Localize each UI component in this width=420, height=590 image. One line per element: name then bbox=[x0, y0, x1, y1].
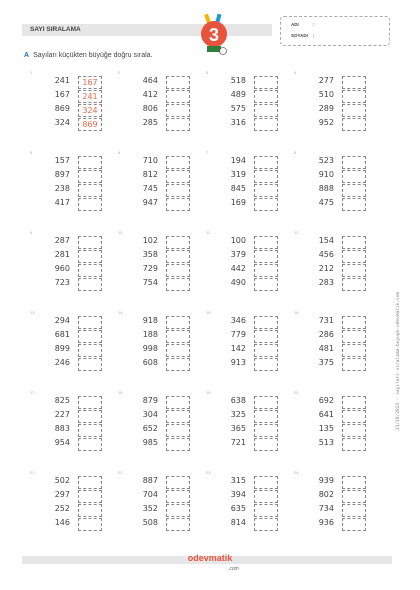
footer-domain: .com bbox=[228, 566, 239, 572]
problem bbox=[118, 70, 208, 148]
answer-box[interactable] bbox=[254, 476, 278, 489]
number-value: 252 bbox=[54, 504, 70, 513]
number-value: 952 bbox=[318, 118, 334, 127]
number-value: 489 bbox=[230, 90, 246, 99]
answer-box[interactable] bbox=[342, 184, 366, 197]
answer-box[interactable] bbox=[166, 90, 190, 103]
number-value: 910 bbox=[318, 170, 334, 179]
problem-number: 4 bbox=[294, 70, 297, 75]
answer-box[interactable] bbox=[166, 396, 190, 409]
problem bbox=[118, 310, 211, 388]
number-value: 883 bbox=[54, 424, 70, 433]
problem bbox=[206, 310, 299, 388]
number-value: 710 bbox=[142, 156, 158, 165]
number-value: 888 bbox=[318, 184, 334, 193]
problem bbox=[30, 310, 123, 388]
number-value: 510 bbox=[318, 90, 334, 99]
number-value: 481 bbox=[318, 344, 334, 353]
answer-box[interactable] bbox=[342, 118, 366, 131]
answer-box[interactable] bbox=[78, 236, 102, 249]
answer-box[interactable] bbox=[78, 358, 102, 371]
answer-box[interactable] bbox=[342, 410, 366, 423]
number-value: 635 bbox=[230, 504, 246, 513]
problem bbox=[30, 230, 123, 308]
problem bbox=[206, 390, 299, 468]
answer-box[interactable] bbox=[342, 476, 366, 489]
number-value: 135 bbox=[318, 424, 334, 433]
answer-box[interactable] bbox=[166, 490, 190, 503]
number-value: 294 bbox=[54, 316, 70, 325]
answer-box[interactable] bbox=[166, 316, 190, 329]
number-value: 142 bbox=[230, 344, 246, 353]
answer-box[interactable] bbox=[78, 344, 102, 357]
number-value: 417 bbox=[54, 198, 70, 207]
number-value: 324 bbox=[54, 118, 70, 127]
answer-box[interactable] bbox=[254, 344, 278, 357]
problem-number: 13 bbox=[30, 310, 35, 315]
number-value: 845 bbox=[230, 184, 246, 193]
answer-box[interactable] bbox=[166, 344, 190, 357]
problem bbox=[294, 310, 384, 388]
answer-box[interactable] bbox=[254, 278, 278, 291]
answer-box[interactable] bbox=[342, 104, 366, 117]
number-value: 869 bbox=[54, 104, 70, 113]
number-value: 936 bbox=[318, 518, 334, 527]
number-value: 315 bbox=[230, 476, 246, 485]
mascot-grade-badge bbox=[196, 12, 232, 56]
number-value: 734 bbox=[318, 504, 334, 513]
number-value: 523 bbox=[318, 156, 334, 165]
answer-value: 241 bbox=[82, 92, 98, 101]
answer-box[interactable] bbox=[166, 518, 190, 531]
grade-number: 3 bbox=[208, 25, 220, 45]
number-value: 154 bbox=[318, 236, 334, 245]
number-value: 745 bbox=[142, 184, 158, 193]
problem bbox=[30, 150, 120, 228]
number-value: 721 bbox=[230, 438, 246, 447]
number-value: 899 bbox=[54, 344, 70, 353]
problem bbox=[294, 470, 384, 548]
number-value: 358 bbox=[142, 250, 158, 259]
number-value: 475 bbox=[318, 198, 334, 207]
problem-number: 11 bbox=[206, 230, 211, 235]
number-value: 169 bbox=[230, 198, 246, 207]
answer-box[interactable] bbox=[254, 316, 278, 329]
answer-box[interactable] bbox=[342, 170, 366, 183]
name-colon: : bbox=[313, 22, 315, 27]
problem bbox=[206, 150, 296, 228]
problem bbox=[294, 230, 384, 308]
number-value: 638 bbox=[230, 396, 246, 405]
answer-box[interactable] bbox=[254, 504, 278, 517]
number-value: 681 bbox=[54, 330, 70, 339]
answer-box[interactable] bbox=[342, 344, 366, 357]
number-value: 998 bbox=[142, 344, 158, 353]
number-value: 102 bbox=[142, 236, 158, 245]
answer-box[interactable] bbox=[254, 118, 278, 131]
problem-number: 8 bbox=[294, 150, 297, 155]
number-value: 412 bbox=[142, 90, 158, 99]
answer-box[interactable] bbox=[78, 316, 102, 329]
number-value: 283 bbox=[318, 278, 334, 287]
problem-number: 6 bbox=[118, 150, 121, 155]
answer-box[interactable] bbox=[254, 264, 278, 277]
number-value: 729 bbox=[142, 264, 158, 273]
answer-box[interactable] bbox=[166, 358, 190, 371]
answer-box[interactable] bbox=[342, 358, 366, 371]
problem-number: 14 bbox=[118, 310, 123, 315]
problem-number: 2 bbox=[118, 70, 121, 75]
problem-number: 16 bbox=[294, 310, 299, 315]
answer-box[interactable] bbox=[254, 184, 278, 197]
answer-box[interactable] bbox=[166, 250, 190, 263]
problem-number: 17 bbox=[30, 390, 35, 395]
problem-number: 15 bbox=[206, 310, 211, 315]
answer-box[interactable] bbox=[342, 504, 366, 517]
number-value: 490 bbox=[230, 278, 246, 287]
answer-box[interactable] bbox=[254, 396, 278, 409]
answer-box[interactable] bbox=[166, 184, 190, 197]
number-value: 513 bbox=[318, 438, 334, 447]
problem bbox=[206, 470, 299, 548]
number-value: 442 bbox=[230, 264, 246, 273]
problem-number: 18 bbox=[118, 390, 123, 395]
number-value: 806 bbox=[142, 104, 158, 113]
answer-box[interactable] bbox=[254, 410, 278, 423]
instruction bbox=[24, 52, 153, 59]
number-value: 379 bbox=[230, 250, 246, 259]
problem bbox=[294, 70, 384, 148]
number-value: 394 bbox=[230, 490, 246, 499]
number-value: 375 bbox=[318, 358, 334, 367]
answer-box[interactable] bbox=[254, 330, 278, 343]
section-marker: A bbox=[24, 52, 30, 59]
number-value: 319 bbox=[230, 170, 246, 179]
answer-box[interactable] bbox=[166, 264, 190, 277]
number-value: 985 bbox=[142, 438, 158, 447]
number-value: 812 bbox=[142, 170, 158, 179]
answer-box[interactable] bbox=[342, 278, 366, 291]
number-value: 325 bbox=[230, 410, 246, 419]
answer-box[interactable] bbox=[342, 424, 366, 437]
problem bbox=[206, 230, 299, 308]
problem bbox=[118, 470, 211, 548]
number-value: 802 bbox=[318, 490, 334, 499]
student-name-box bbox=[280, 16, 390, 46]
answer-value: 167 bbox=[82, 78, 98, 87]
problem-number: 23 bbox=[206, 470, 211, 475]
number-value: 188 bbox=[142, 330, 158, 339]
number-value: 814 bbox=[230, 518, 246, 527]
answer-value: 324 bbox=[82, 106, 98, 115]
answer-box[interactable] bbox=[78, 264, 102, 277]
number-value: 352 bbox=[142, 504, 158, 513]
answer-box[interactable] bbox=[254, 490, 278, 503]
problem bbox=[294, 150, 384, 228]
answer-box[interactable] bbox=[254, 76, 278, 89]
number-value: 641 bbox=[318, 410, 334, 419]
answer-box[interactable] bbox=[166, 330, 190, 343]
number-value: 954 bbox=[54, 438, 70, 447]
answer-box[interactable] bbox=[78, 476, 102, 489]
number-value: 518 bbox=[230, 76, 246, 85]
side-date-url: 21/10/2024 - sayilari-siralama-buyuge-odevmatik.com bbox=[396, 291, 401, 430]
answer-box[interactable] bbox=[342, 438, 366, 451]
problem-number: 21 bbox=[30, 470, 35, 475]
problem bbox=[206, 70, 296, 148]
answer-box[interactable] bbox=[78, 278, 102, 291]
number-value: 939 bbox=[318, 476, 334, 485]
problem bbox=[118, 230, 211, 308]
number-value: 289 bbox=[318, 104, 334, 113]
instruction-text: Sayıları küçükten büyüğe doğru sırala. bbox=[33, 52, 153, 59]
name-label: ADI bbox=[291, 22, 299, 27]
problem-number: 24 bbox=[294, 470, 299, 475]
answer-box[interactable] bbox=[78, 410, 102, 423]
answer-box[interactable] bbox=[78, 504, 102, 517]
number-value: 246 bbox=[54, 358, 70, 367]
worksheet-title: SAYI SIRALAMA bbox=[30, 26, 81, 33]
number-value: 918 bbox=[142, 316, 158, 325]
answer-box[interactable] bbox=[78, 424, 102, 437]
number-value: 508 bbox=[142, 518, 158, 527]
problem-number: 7 bbox=[206, 150, 209, 155]
number-value: 652 bbox=[142, 424, 158, 433]
problem-number: 5 bbox=[30, 150, 33, 155]
number-value: 960 bbox=[54, 264, 70, 273]
number-value: 157 bbox=[54, 156, 70, 165]
number-value: 227 bbox=[54, 410, 70, 419]
problem-number: 22 bbox=[118, 470, 123, 475]
number-value: 754 bbox=[142, 278, 158, 287]
answer-box[interactable] bbox=[342, 490, 366, 503]
answer-box[interactable] bbox=[166, 104, 190, 117]
answer-box[interactable] bbox=[166, 438, 190, 451]
number-value: 464 bbox=[142, 76, 158, 85]
answer-box[interactable] bbox=[166, 156, 190, 169]
footer-logo: odevmatik bbox=[187, 553, 233, 563]
problem-number: 9 bbox=[30, 230, 33, 235]
answer-box[interactable] bbox=[342, 250, 366, 263]
answer-box[interactable] bbox=[254, 438, 278, 451]
surname-label: SOYADI bbox=[291, 33, 308, 38]
answer-box[interactable] bbox=[78, 396, 102, 409]
number-value: 608 bbox=[142, 358, 158, 367]
answer-box[interactable] bbox=[78, 438, 102, 451]
answer-box[interactable] bbox=[166, 170, 190, 183]
problem bbox=[30, 70, 120, 148]
number-value: 825 bbox=[54, 396, 70, 405]
number-value: 285 bbox=[142, 118, 158, 127]
problem bbox=[294, 390, 384, 468]
problem bbox=[30, 470, 123, 548]
number-value: 913 bbox=[230, 358, 246, 367]
answer-box[interactable] bbox=[342, 518, 366, 531]
side-text bbox=[396, 180, 406, 430]
answer-box[interactable] bbox=[342, 156, 366, 169]
answer-box[interactable] bbox=[342, 396, 366, 409]
number-value: 167 bbox=[54, 90, 70, 99]
number-value: 456 bbox=[318, 250, 334, 259]
number-value: 346 bbox=[230, 316, 246, 325]
number-value: 281 bbox=[54, 250, 70, 259]
answer-box[interactable] bbox=[78, 170, 102, 183]
answer-box[interactable] bbox=[254, 518, 278, 531]
answer-box[interactable] bbox=[254, 250, 278, 263]
answer-box[interactable] bbox=[166, 278, 190, 291]
answer-box[interactable] bbox=[166, 236, 190, 249]
answer-box[interactable] bbox=[78, 250, 102, 263]
problem bbox=[118, 150, 208, 228]
answer-box[interactable] bbox=[78, 156, 102, 169]
number-value: 723 bbox=[54, 278, 70, 287]
number-value: 947 bbox=[142, 198, 158, 207]
number-value: 897 bbox=[54, 170, 70, 179]
problem-number: 20 bbox=[294, 390, 299, 395]
number-value: 287 bbox=[54, 236, 70, 245]
answer-box[interactable] bbox=[78, 490, 102, 503]
problem-number: 1 bbox=[30, 70, 33, 75]
answer-value: 869 bbox=[82, 120, 98, 129]
number-value: 879 bbox=[142, 396, 158, 405]
answer-box[interactable] bbox=[254, 90, 278, 103]
problem bbox=[118, 390, 211, 468]
number-value: 779 bbox=[230, 330, 246, 339]
answer-box[interactable] bbox=[166, 504, 190, 517]
answer-box[interactable] bbox=[342, 316, 366, 329]
problem-number: 12 bbox=[294, 230, 299, 235]
problem bbox=[30, 390, 123, 468]
answer-box[interactable] bbox=[166, 118, 190, 131]
answer-box[interactable] bbox=[78, 330, 102, 343]
number-value: 241 bbox=[54, 76, 70, 85]
number-value: 502 bbox=[54, 476, 70, 485]
answer-box[interactable] bbox=[166, 424, 190, 437]
answer-box[interactable] bbox=[78, 198, 102, 211]
number-value: 146 bbox=[54, 518, 70, 527]
answer-box[interactable] bbox=[254, 156, 278, 169]
answer-box[interactable] bbox=[254, 358, 278, 371]
answer-box[interactable] bbox=[166, 476, 190, 489]
number-value: 304 bbox=[142, 410, 158, 419]
problem-number: 19 bbox=[206, 390, 211, 395]
problem-number: 10 bbox=[118, 230, 123, 235]
number-value: 887 bbox=[142, 476, 158, 485]
number-value: 575 bbox=[230, 104, 246, 113]
answer-box[interactable] bbox=[342, 198, 366, 211]
number-value: 212 bbox=[318, 264, 334, 273]
number-value: 286 bbox=[318, 330, 334, 339]
answer-box[interactable] bbox=[78, 518, 102, 531]
answer-box[interactable] bbox=[254, 104, 278, 117]
number-value: 704 bbox=[142, 490, 158, 499]
answer-box[interactable] bbox=[166, 410, 190, 423]
answer-box[interactable] bbox=[342, 330, 366, 343]
problem-number: 3 bbox=[206, 70, 209, 75]
surname-colon: : bbox=[313, 33, 315, 38]
number-value: 238 bbox=[54, 184, 70, 193]
number-value: 316 bbox=[230, 118, 246, 127]
number-value: 692 bbox=[318, 396, 334, 405]
answer-box[interactable] bbox=[254, 236, 278, 249]
number-value: 297 bbox=[54, 490, 70, 499]
answer-box[interactable] bbox=[254, 170, 278, 183]
number-value: 194 bbox=[230, 156, 246, 165]
number-value: 100 bbox=[230, 236, 246, 245]
answer-box[interactable] bbox=[342, 90, 366, 103]
answer-box[interactable] bbox=[342, 264, 366, 277]
number-value: 277 bbox=[318, 76, 334, 85]
answer-box[interactable] bbox=[254, 198, 278, 211]
answer-box[interactable] bbox=[254, 424, 278, 437]
answer-box[interactable] bbox=[166, 198, 190, 211]
answer-box[interactable] bbox=[166, 76, 190, 89]
answer-box[interactable] bbox=[342, 76, 366, 89]
number-value: 365 bbox=[230, 424, 246, 433]
answer-box[interactable] bbox=[342, 236, 366, 249]
number-value: 731 bbox=[318, 316, 334, 325]
answer-box[interactable] bbox=[78, 184, 102, 197]
